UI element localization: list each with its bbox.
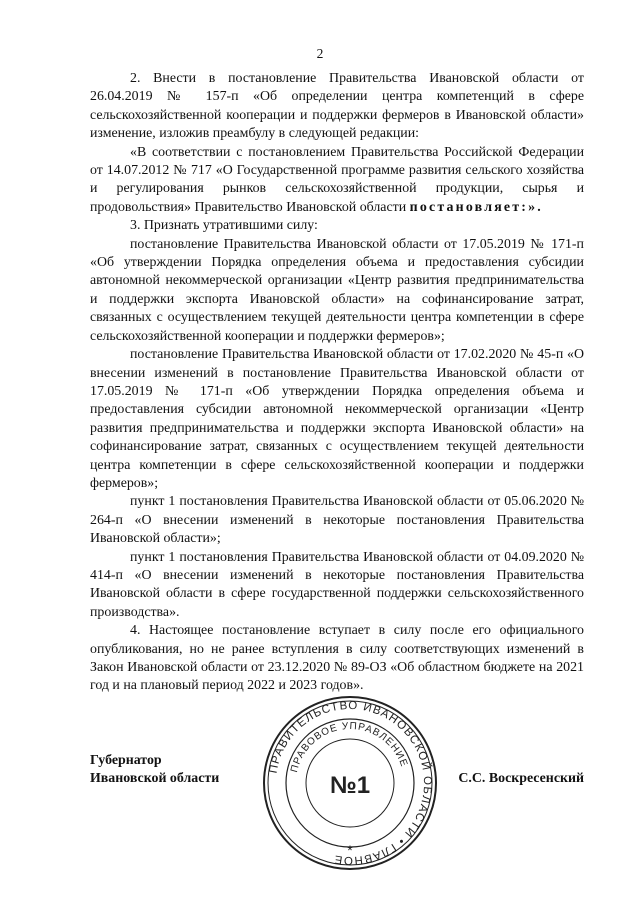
seal-outer-text: ПРАВИТЕЛЬСТВО ИВАНОВСКОЙ ОБЛАСТИ • ГЛАВНОЕ <box>267 699 434 867</box>
paragraph-repeal-2: постановление Правительства Ивановской области от 17.02.2020 № 45-п «О внесении изменений в постановление Правительства Ивановской области от 17.05.2019 № 171-п «Об утверждении Порядка определения объема и предоставления субсидии автономной некоммерческой организации «Центр развития предпринимательства и поддержки экспорта Ивановской области» на софинансирование затрат, связанных с осуществлением текущей деятельности центра компетенции в сфере сельскохозяйственной кооперации и поддержки фермеров»; <box>90 347 584 491</box>
seal-center-number: №1 <box>329 772 371 799</box>
seal-inner-text: ПРАВОВОЕ УПРАВЛЕНИЕ <box>289 720 410 774</box>
official-seal <box>260 693 440 873</box>
paragraph-repeal-4: пункт 1 постановления Правительства Ивановской области от 04.09.2020 № 414-п «О внесении изменений в некоторые постановления Правительства Ивановской области в сфере государственной поддержки сельскохозяйственного производства». <box>90 549 584 620</box>
page-number: 2 <box>316 46 324 61</box>
paragraph-repeal-3: пункт 1 постановления Правительства Ивановской области от 05.06.2020 № 264-п «О внесении изменений в некоторые постановления Правительства Ивановской области»; <box>90 494 584 547</box>
paragraph-item-4: 4. Настоящее постановление вступает в силу после его официального опубликования, но не ранее вступления в силу соответствующих изменений в Закон Ивановской области от 23.12.2020 № 89-ОЗ «Об областном бюджете на 2021 год и на плановый период 2022 и 2023 годов». <box>90 623 584 694</box>
document-body <box>90 70 584 696</box>
paragraph-item-3: 3. Признать утратившими силу: <box>130 218 318 234</box>
paragraph-item-2: 2. Внести в постановление Правительства Ивановской области от 26.04.2019 № 157-п «Об определении центра компетенций в сфере сельскохозяйственной кооперации и поддержки фермеров в Ивановской области» изменение, изложив преамбулу в следующей редакции: <box>90 71 584 142</box>
seal-star: * <box>347 842 353 858</box>
preamble-text: «В соответствии с постановлением Правительства Российской Федерации от 14.07.2012 № 717 «О Государственной программе развития сельского хозяйства и регулирования рынков сельскохозяйственной продукции, сырья и продовольствия» Правительство Ивановской области <box>90 144 584 215</box>
signatory-title <box>90 752 219 788</box>
signatory-title-line2: Ивановской области <box>90 771 220 786</box>
signatory-name: С.С. Воскресенский <box>458 771 584 786</box>
paragraph-preamble <box>90 144 584 218</box>
seal-graphic <box>260 693 440 873</box>
signatory-title-line1: Губернатор <box>90 753 162 768</box>
postanovlyaet-word: постановляет:». <box>409 199 543 215</box>
paragraph-repeal-1: постановление Правительства Ивановской области от 17.05.2019 № 171-п «Об утверждении Порядка определения объема и предоставления субсидии автономной некоммерческой организации «Центр развития предпринимательства и поддержки экспорта Ивановской области» на софинансирование затрат, связанных с осуществлением текущей деятельности центра компетенции в сфере сельскохозяйственной кооперации и поддержки фермеров»; <box>90 236 584 344</box>
